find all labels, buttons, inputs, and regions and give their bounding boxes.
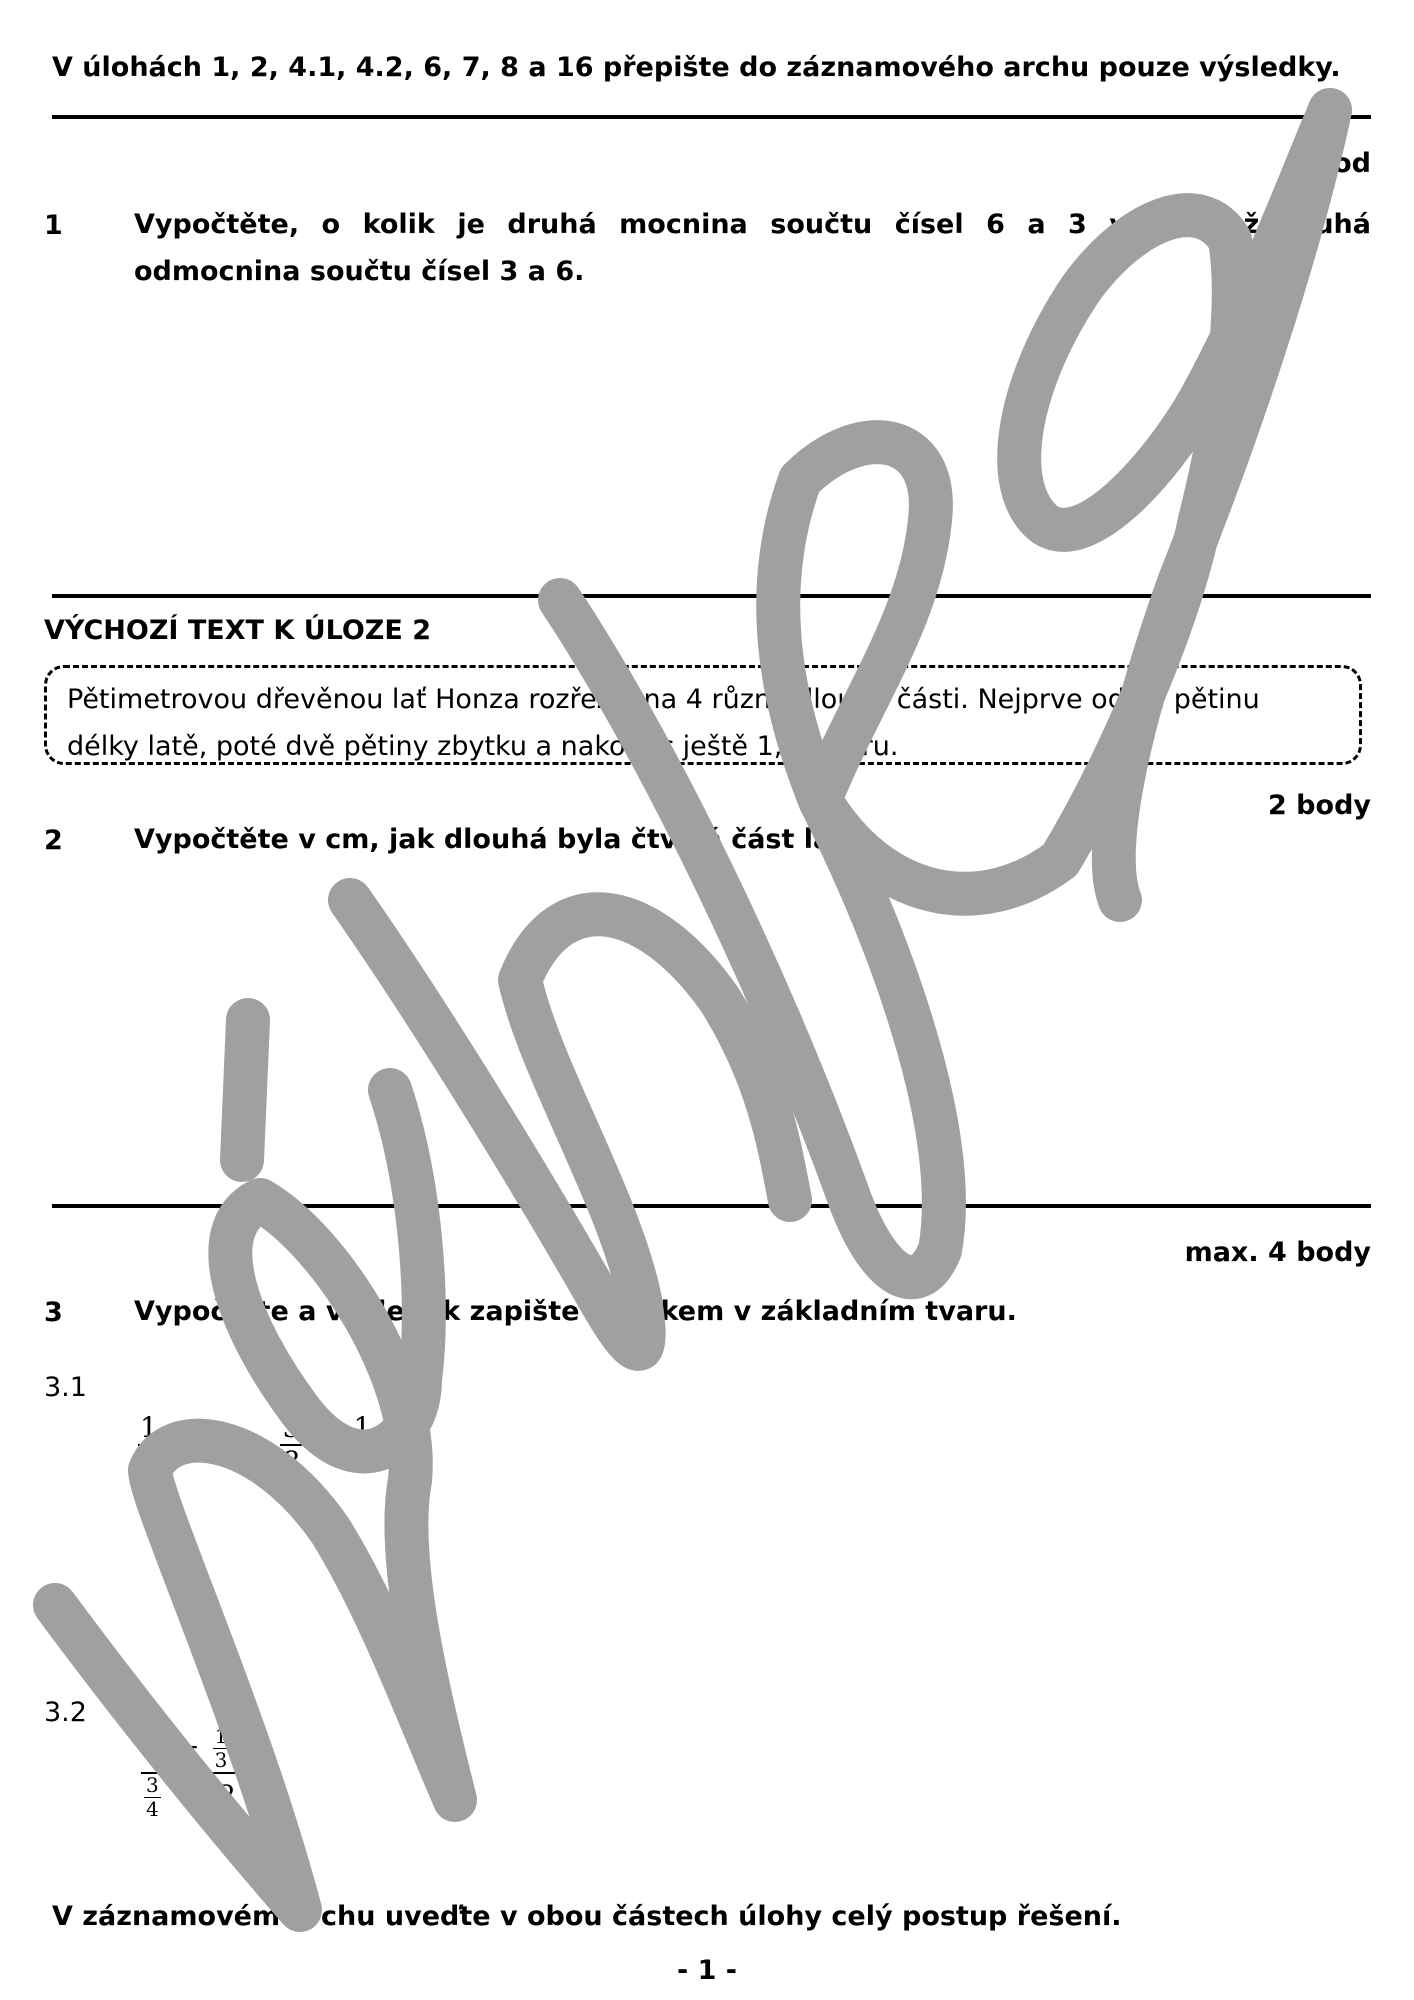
subtask-3-1-label: 3.1 <box>44 1372 87 1403</box>
q1-points: 1 bod <box>1285 148 1371 179</box>
source-heading: VÝCHOZÍ TEXT K ÚLOZE 2 <box>44 615 432 646</box>
fraction: $\frac{5}{8}$ <box>282 1411 301 1479</box>
q2-number: 2 <box>44 825 63 856</box>
page-number: - 1 - <box>677 1955 737 1986</box>
fraction: $\frac{1}{3}$ <box>214 1724 228 1772</box>
fraction: $\frac{1}{4}$ <box>140 1411 158 1479</box>
subtask-3-2-label: 3.2 <box>44 1697 87 1728</box>
q3-number: 3 <box>44 1297 63 1328</box>
fraction: $\frac{3}{4}$ <box>146 1773 159 1821</box>
subtask-3-2-expression: $\frac{1}{4}$ − $\frac{1}{3}$ $\frac{3}{4}$ · 1,2 = <box>134 1725 274 1821</box>
divider <box>52 115 1371 119</box>
q2-points: 2 body <box>1268 790 1371 821</box>
divider <box>52 1204 1371 1208</box>
source-text-box <box>44 665 1362 765</box>
subtask-3-1-expression: $\frac{1}{4}$ − 1,2 · $\frac{5}{8}$ + $\frac{1}{1}$ = <box>140 1411 410 1479</box>
q3-points: max. 4 body <box>1184 1237 1371 1268</box>
fraction: $\frac{1}{4}$ <box>148 1724 162 1772</box>
q2-text: Vypočtěte v cm, jak dlouhá byla čtvrtá část latě. <box>134 824 873 855</box>
footer-instruction: V záznamovém archu uveďte v obou částech úlohy celý postup řešení. <box>52 1901 1122 1932</box>
q1-text: Vypočtěte, o kolik je druhá mocnina součtu čísel 6 a 3 větší než druhá odmocnina součtu čísel 3 a 6. <box>134 209 1371 287</box>
q3-text: Vypočtěte a výsledek zapište zlomkem v základním tvaru. <box>134 1296 1017 1327</box>
q1-number: 1 <box>44 210 63 241</box>
source-text: Pětimetrovou dřevěnou lať Honza rozřezal na 4 různě dlouhé části. Nejprve odřízl pětinu délky latě, poté dvě pětiny zbytku a nakonec ještě 1,5 metru. <box>67 684 1260 762</box>
complex-fraction: $\frac{1}{4}$ − $\frac{1}{3}$ $\frac{3}{4}$ · 1,2 <box>138 1725 238 1821</box>
divider <box>52 594 1371 598</box>
fraction: $\frac{1}{1}$ <box>353 1411 372 1479</box>
instructions-text: V úlohách 1, 2, 4.1, 4.2, 6, 7, 8 a 16 přepište do záznamového archu pouze výsledky. <box>52 52 1341 83</box>
